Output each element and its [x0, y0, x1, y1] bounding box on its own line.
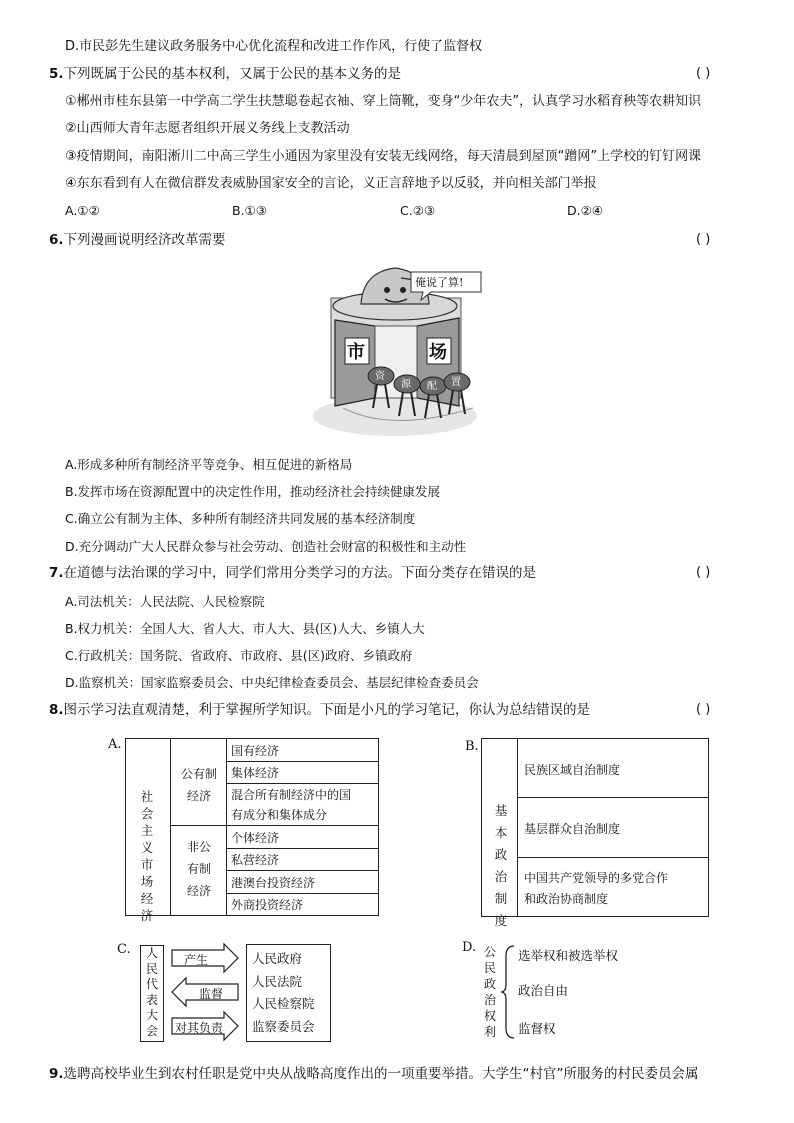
- diagram-a-nonpublic-item: 外商投资经济: [231, 898, 304, 912]
- q9-stem: [49, 1065, 699, 1083]
- diagram-a-nonpublic-item: 个体经济: [231, 831, 280, 845]
- q5-answer-paren: ( ): [696, 66, 711, 81]
- q5-option-d: D.②④: [567, 203, 604, 218]
- diagram-d-brace: [500, 944, 516, 1040]
- diagram-b-item: 和政治协商制度: [524, 892, 609, 906]
- q6-option-b: B.发挥市场在资源配置中的决定性作用，推动经济社会持续健康发展: [65, 484, 441, 499]
- q6-option-d: D.充分调动广大人民群众参与社会劳动、创造社会财富的积极性和主动性: [65, 539, 467, 554]
- diagram-d-root: 公民政治权利: [483, 945, 496, 1039]
- diagram-a-public-label: 公有制 经济: [180, 767, 217, 803]
- q5-item-3: ③疫情期间，南阳淅川二中高三学生小通因为家里没有安装无线网络，每天清晨到屋顶“蹭网”上学校的钉钉网课: [65, 149, 702, 164]
- q8-number: 8.: [49, 702, 64, 718]
- diagram-a-public-item: 混合所有制经济中的国: [231, 788, 352, 802]
- diagram-d-item: 政治自由: [518, 983, 569, 998]
- cartoon-door-left-text: 市: [347, 342, 365, 363]
- q9-number: 9.: [49, 1066, 64, 1082]
- q7-option-b: B.权力机关：全国人大、省人大、市人大、县(区)人大、乡镇人大: [65, 621, 425, 636]
- diagram-b-item: 基层群众自治制度: [524, 822, 621, 836]
- q6-stem-text: 下列漫画说明经济改革需要: [63, 232, 226, 248]
- q5-item-4: ④东东看到有人在微信群发表威胁国家安全的言论，义正言辞地予以反驳，并向相关部门举报: [65, 176, 597, 191]
- q7-option-c: C.行政机关：国务院、省政府、市政府、县(区)政府、乡镇政府: [65, 648, 413, 663]
- diagram-c-left-text: 人民代表大会: [145, 946, 158, 1038]
- q9-stem-text: 选聘高校毕业生到农村任职是党中央从战略高度作出的一项重要举措。大学生“村官”所服务的村民委员会属: [63, 1066, 699, 1082]
- q6-option-a: A.形成多种所有制经济平等竞争、相互促进的新格局: [65, 457, 353, 472]
- diagram-b-item: 民族区域自治制度: [524, 763, 621, 777]
- q7-stem-text: 在道德与法治课的学习中，同学们常用分类学习的方法。下面分类存在错误的是: [63, 565, 537, 581]
- cartoon-pot-2: 源: [401, 379, 411, 390]
- q8-stem: [49, 701, 590, 719]
- q5-number: 5.: [49, 66, 64, 82]
- q7-stem: [49, 564, 536, 582]
- q8-answer-paren: ( ): [696, 702, 711, 717]
- q6-option-c: C.确立公有制为主体、多种所有制经济共同发展的基本经济制度: [65, 511, 416, 526]
- diagram-c-arrow-label: 产生: [184, 953, 209, 967]
- diagram-b-item: 中国共产党领导的多党合作: [524, 871, 669, 885]
- q5-option-a: A.①②: [65, 203, 100, 218]
- q7-answer-paren: ( ): [696, 565, 711, 580]
- q7-option-d: D.监察机关：国家监察委员会、中央纪律检查委员会、基层纪律检查委员会: [65, 675, 479, 690]
- diagram-d-item: 监督权: [518, 1021, 556, 1036]
- q5-stem-text: 下列既属于公民的基本权利，又属于公民的基本义务的是: [63, 66, 402, 82]
- q5-item-2: ②山西师大青年志愿者组织开展义务线上支教活动: [65, 121, 350, 136]
- diagram-a-root: 社会 主义 市场 经济: [140, 789, 154, 923]
- q4-option-d: D.市民彭先生建议政务服务中心优化流程和改进工作作风，行使了监督权: [65, 39, 483, 54]
- q5-stem: [49, 65, 401, 83]
- q5-option-c: C.②③: [400, 203, 436, 218]
- diagram-a-public-item: 国有经济: [231, 744, 280, 758]
- q7-number: 7.: [49, 565, 64, 581]
- q7-option-a: A.司法机关：人民法院、人民检察院: [65, 594, 265, 609]
- cartoon-pot-4: 置: [451, 377, 461, 388]
- diagram-c-right-list: 人民政府 人民法院 人民检察院 监察委员会: [252, 951, 315, 1034]
- q5-option-b: B.①③: [232, 203, 267, 218]
- diagram-d-label: D.: [462, 940, 477, 955]
- q8-stem-text: 图示学习法直观清楚，利于掌握所学知识。下面是小凡的学习笔记，你认为总结错误的是: [63, 702, 591, 718]
- diagram-a-nonpublic-label: 非公 有制 经济: [186, 840, 211, 898]
- diagram-a-public-item: 有成分和集体成分: [231, 808, 328, 822]
- cartoon-door-right-text: 场: [429, 342, 447, 363]
- diagram-a-public-item: 集体经济: [231, 766, 280, 780]
- q6-answer-paren: ( ): [696, 232, 711, 247]
- diagram-c-arrow-label: 监督: [199, 987, 224, 1001]
- diagram-a-label: A.: [108, 737, 122, 752]
- diagram-b-root: 基本 政治 制度: [494, 803, 508, 928]
- cartoon-pot-3: 配: [427, 381, 437, 392]
- cartoon-pot-1: 资: [375, 371, 385, 382]
- diagram-c-label: C.: [117, 942, 131, 957]
- cartoon-market-gate: [303, 258, 490, 445]
- q6-stem: [49, 231, 226, 249]
- cartoon-speech-text: 俺说了算!: [415, 276, 464, 289]
- diagram-b-label: B.: [465, 739, 479, 754]
- diagram-d-item: 选举权和被选举权: [518, 948, 619, 963]
- diagram-a-nonpublic-item: 私营经济: [231, 853, 280, 867]
- diagram-a-nonpublic-item: 港澳台投资经济: [231, 876, 316, 890]
- q6-number: 6.: [49, 232, 64, 248]
- q5-item-1: ①郴州市桂东县第一中学高二学生扶慧聪卷起衣袖、穿上筒靴，变身“少年农夫”，认真学习水稻育秧等农耕知识: [65, 94, 702, 109]
- diagram-c-arrow-label: 对其负责: [175, 1021, 224, 1035]
